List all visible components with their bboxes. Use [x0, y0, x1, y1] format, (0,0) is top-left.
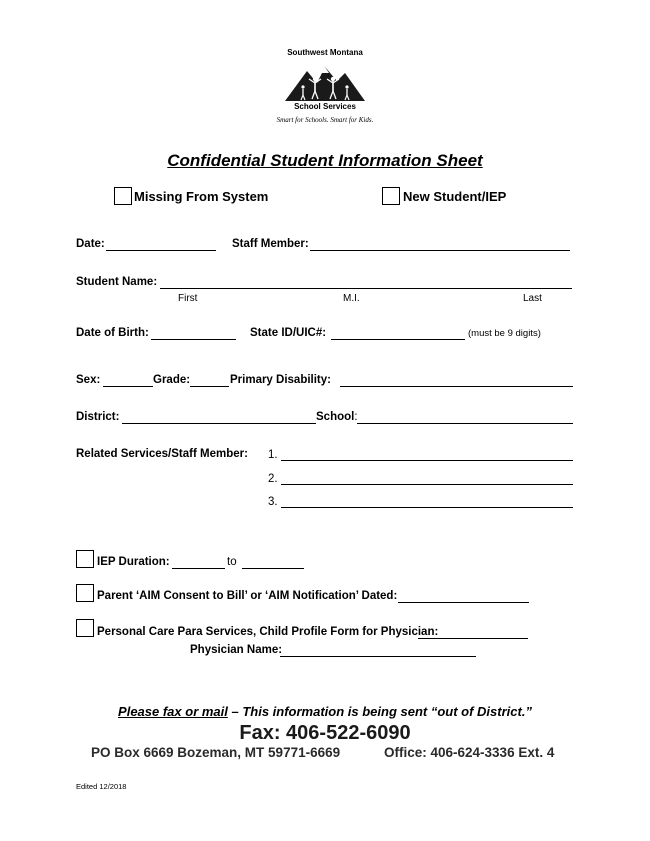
related-service-3-number: 3. [268, 496, 278, 508]
fax-number: Fax: 406-522-6090 [239, 722, 411, 744]
grade-field[interactable] [190, 386, 229, 387]
page-title: Confidential Student Information Sheet [167, 151, 483, 170]
edited-date: Edited 12/2018 [76, 782, 127, 791]
iep-duration-to-label: to [227, 556, 237, 568]
sex-field[interactable] [103, 386, 153, 387]
primary-disability-label: Primary Disability: [230, 374, 331, 386]
related-service-2-number: 2. [268, 473, 278, 485]
last-name-caption: Last [523, 293, 542, 304]
school-label-colon: : [354, 411, 358, 423]
personal-care-field[interactable] [418, 638, 528, 639]
related-services-label: Related Services/Staff Member: [76, 448, 248, 460]
state-id-label: State ID/UIC#: [250, 327, 327, 339]
student-name-label: Student Name: [76, 276, 158, 288]
personal-care-checkbox[interactable] [76, 619, 94, 637]
staff-member-label: Staff Member: [232, 238, 309, 250]
new-student-iep-label: New Student/IEP [403, 189, 507, 204]
related-service-1-field[interactable] [281, 460, 573, 461]
district-label: District: [76, 411, 120, 423]
middle-initial-caption: M.I. [343, 293, 360, 304]
logo-org-line2: School Services [294, 102, 356, 111]
date-field[interactable] [106, 250, 216, 251]
personal-care-label: Personal Care Para Services, Child Profile Form for Physician: [97, 626, 439, 638]
grade-label: Grade: [153, 374, 191, 386]
fax-mail-emphasis: Please fax or mail [118, 704, 228, 719]
physician-name-label: Physician Name: [190, 644, 283, 656]
logo-tagline: Smart for Schools. Smart for Kids. [276, 116, 374, 124]
iep-duration-label: IEP Duration: [97, 556, 170, 568]
date-label: Date: [76, 238, 105, 250]
physician-name-field[interactable] [280, 656, 476, 657]
logo [260, 48, 390, 128]
related-service-1-number: 1. [268, 449, 278, 461]
office-phone: Office: 406-624-3336 Ext. 4 [384, 745, 555, 760]
mountain-family-icon [285, 59, 365, 101]
related-service-3-field[interactable] [281, 507, 573, 508]
district-field[interactable] [122, 423, 316, 424]
related-service-2-field[interactable] [281, 484, 573, 485]
school-label [316, 411, 358, 423]
fax-mail-rest: – This information is being sent “out of District.” [227, 704, 532, 719]
iep-duration-end-field[interactable] [242, 568, 304, 569]
dob-label: Date of Birth: [76, 327, 149, 339]
staff-member-field[interactable] [310, 250, 570, 251]
po-box-address: PO Box 6669 Bozeman, MT 59771-6669 [91, 745, 341, 760]
school-field[interactable] [357, 423, 573, 424]
student-name-field[interactable] [160, 288, 572, 289]
parent-aim-checkbox[interactable] [76, 584, 94, 602]
state-id-note: (must be 9 digits) [468, 328, 541, 339]
missing-from-system-label: Missing From System [134, 189, 269, 204]
missing-from-system-checkbox[interactable] [114, 187, 132, 205]
state-id-field[interactable] [331, 339, 465, 340]
iep-duration-checkbox[interactable] [76, 550, 94, 568]
dob-field[interactable] [151, 339, 236, 340]
logo-org-line1: Southwest Montana [287, 48, 363, 57]
fax-mail-notice [0, 704, 650, 719]
school-label-text: School [316, 411, 355, 423]
parent-aim-label: Parent ‘AIM Consent to Bill’ or ‘AIM Notification’ Dated: [97, 590, 398, 602]
new-student-iep-checkbox[interactable] [382, 187, 400, 205]
primary-disability-field[interactable] [340, 386, 573, 387]
parent-aim-date-field[interactable] [398, 602, 529, 603]
first-name-caption: First [178, 293, 198, 304]
sex-label: Sex: [76, 374, 101, 386]
iep-duration-start-field[interactable] [172, 568, 225, 569]
